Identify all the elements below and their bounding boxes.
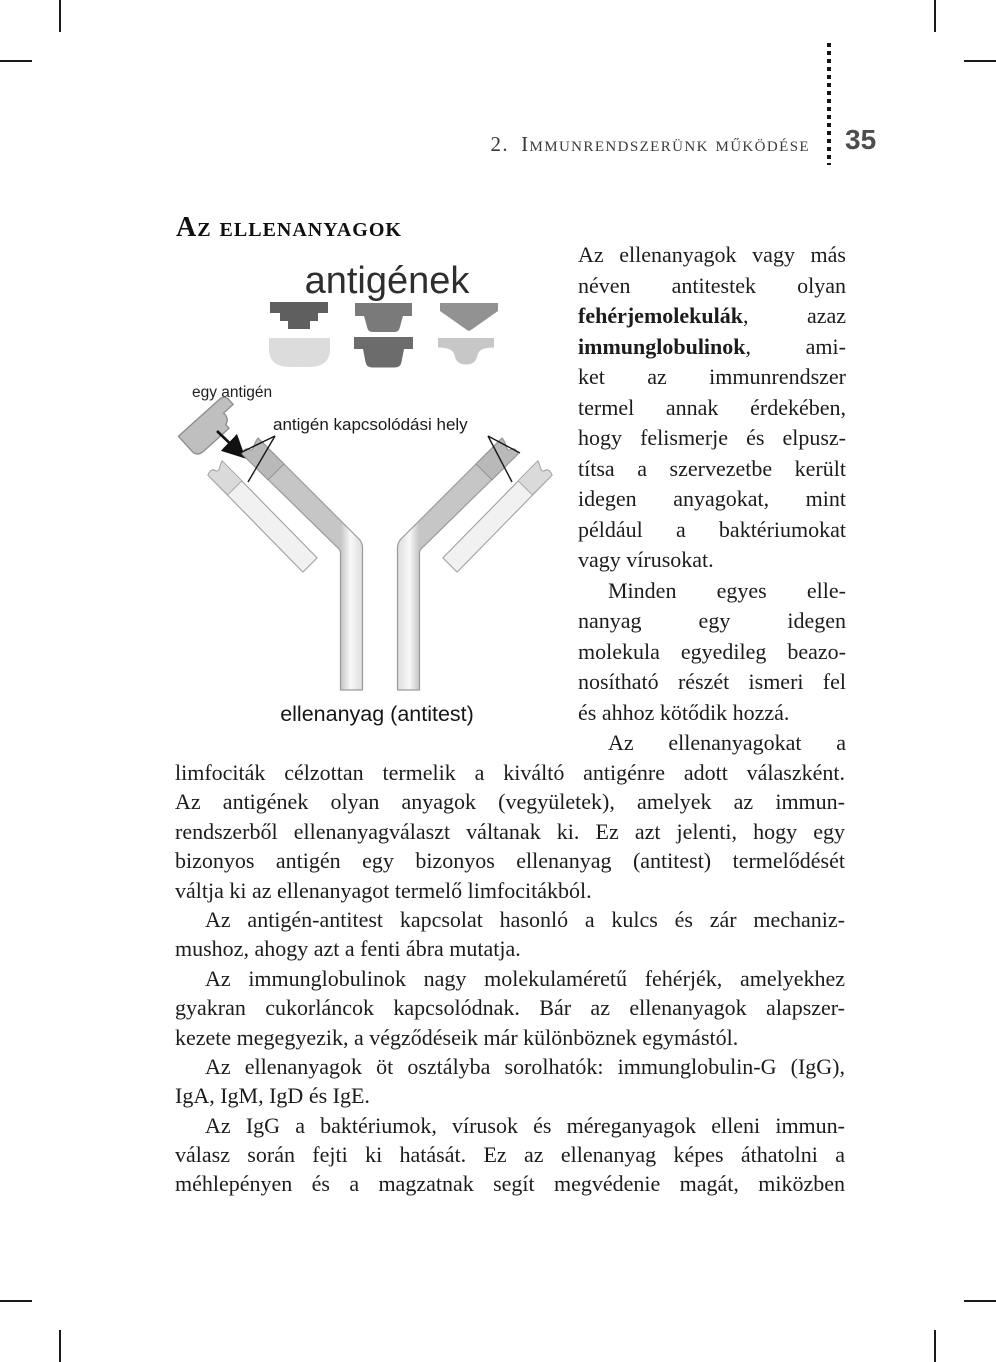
chapter-title: Immunrendszerünk működése <box>521 132 810 156</box>
running-head <box>0 132 810 157</box>
text-line: hogy felismerje és elpusz- <box>578 425 846 450</box>
crop-mark-bottom-right-v <box>934 1330 936 1362</box>
text-line: válasz során fejti ki hatását. Ez az ellenanyag képes áthatolni a <box>175 1142 845 1168</box>
text-line: termel annak érdekében, <box>578 394 846 420</box>
text-line: IgA, IgM, IgD és IgE. <box>175 1083 370 1109</box>
text-line: gyakran cukorláncok kapcsolódnak. Bár az ellenanyagok alapszer- <box>175 995 845 1021</box>
crop-mark-top-left-h <box>0 60 32 62</box>
figure-title: antigének <box>304 260 470 302</box>
text-line: molekula egyedileg beazo- <box>578 638 846 664</box>
text-line: néven antitestek olyan <box>578 272 846 298</box>
crop-mark-bottom-right-h <box>964 1300 996 1302</box>
text-line: Az ellenanyagokat a <box>608 730 846 755</box>
text-line: idegen anyagokat, mint <box>578 486 846 511</box>
text-line: bizonyos antigén egy bizonyos ellenanyag (antitest) termelődését <box>175 848 845 874</box>
text-line: nosítható részét ismeri fel <box>578 669 846 694</box>
dotted-rule <box>827 43 831 165</box>
crop-mark-bottom-left-h <box>0 1300 32 1302</box>
page-number: 35 <box>845 124 877 155</box>
antigen-shape-5 <box>354 337 413 368</box>
text-line: Az immunglobulinok nagy molekulaméretű fehérjék, amelyekhez <box>205 965 845 991</box>
text-line: títsa a szervezetbe került <box>578 455 846 481</box>
antigen-arrow <box>217 431 242 455</box>
text-line: vagy vírusokat. <box>578 547 714 572</box>
main-text-block <box>175 758 845 1199</box>
text-line: Az antigének olyan anyagok (vegyületek), amelyek az immun- <box>175 789 845 815</box>
antigen-shape-1 <box>270 302 328 329</box>
antigen-shape-3 <box>440 303 498 331</box>
section-title: Az ellenanyagok <box>176 212 402 243</box>
text-line: például a baktériumokat <box>578 516 846 542</box>
binding-site-label: antigén kapcsolódási hely <box>273 415 468 434</box>
antigen-shape-4 <box>269 338 330 367</box>
text-line: Az IgG a baktériumok, vírusok és méreganyagok elleni immun- <box>205 1112 845 1138</box>
single-antigen-label: egy antigén <box>192 384 273 401</box>
text-line: immunglobulinok, ami- <box>578 333 846 359</box>
chapter-number: 2. <box>490 132 510 156</box>
crop-mark-top-left-v <box>59 0 61 32</box>
text-line: nanyag egy idegen <box>578 608 846 633</box>
crop-mark-top-right-v <box>934 0 936 32</box>
text-line: Az ellenanyagok vagy más <box>578 242 846 267</box>
text-line: kezete megegyezik, a végződéseik már különböznek egymástól. <box>175 1024 739 1050</box>
text-line: Az ellenanyagok öt osztályba sorolhatók: immunglobulin-G (IgG), <box>205 1053 845 1079</box>
antibody-figure <box>170 250 575 730</box>
text-line: méhlepényen és a magzatnak segít megvédenie magát, miközben <box>175 1171 845 1197</box>
text-line: mushoz, ahogy azt a fenti ábra mutatja. <box>175 936 521 962</box>
antigen-shape-2 <box>355 303 412 332</box>
figure-caption: ellenanyag (antitest) <box>280 702 474 726</box>
text-line: váltja ki az ellenanyagot termelő limfocitákból. <box>175 877 592 903</box>
crop-mark-bottom-left-v <box>59 1330 61 1362</box>
antigen-shape-6 <box>438 338 494 365</box>
text-line: Minden egyes elle- <box>608 577 846 603</box>
crop-mark-top-right-h <box>964 60 996 62</box>
text-line: limfociták célzottan termelik a kiváltó antigénre adott válaszként. <box>175 760 845 785</box>
text-line: ket az immunrendszer <box>578 364 846 389</box>
right-text-column <box>578 240 846 759</box>
text-line: rendszerből ellenanyagválaszt váltanak ki. Ez azt jelenti, hogy egy <box>175 818 845 844</box>
text-line: Az antigén-antitest kapcsolat hasonló a kulcs és zár mechaniz- <box>205 906 845 932</box>
text-line: fehérjemolekulák, azaz <box>578 303 846 328</box>
text-line: és ahhoz kötődik hozzá. <box>578 699 790 725</box>
